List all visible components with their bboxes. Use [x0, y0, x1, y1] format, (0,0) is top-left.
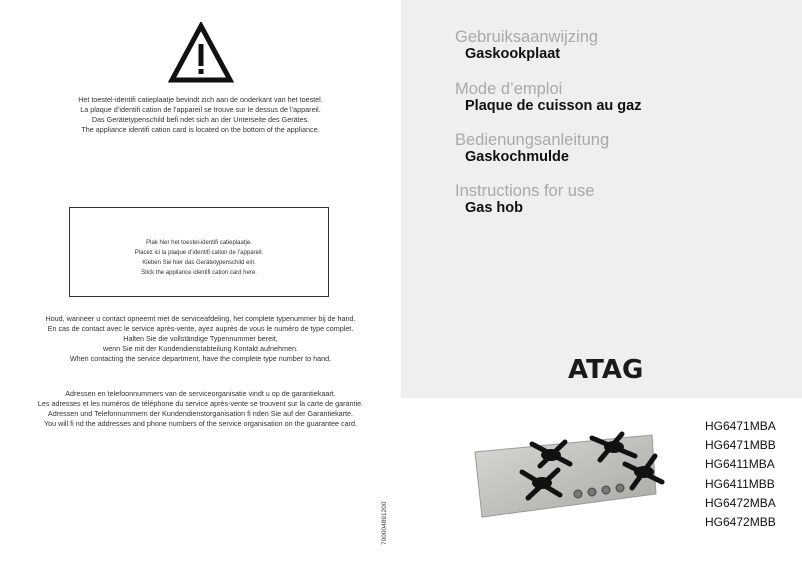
title-en: Instructions for use Gas hob: [455, 182, 595, 216]
gas-hob-image: [470, 420, 670, 520]
id-card-notice: Het toestel-identifi catieplaatje bevindt zich aan de onderkant van het toestel. La plaque d’identifi cation de l’appareil se trouve sur le dessus de l’appareil. Das Gerätetypenschild befi ndet sich an der Unterseite des Gerätes. The appliance identifi cation card is located on the bottom of the appliance.: [78, 95, 323, 134]
address-notice: Adressen en telefoonnummers van de serviceorganisatie vindt u op de garantiekaart. Les adresses et les numéros de téléphone du service après-vente se trouvent sur la carte de garantie. Adressen und Telefonnummern der Kundendienstorganisation fi nden Sie auf der Garantiekarte. You will fi nd the addresses and phone numbers of the service organisation on the guarantee card.: [37, 389, 364, 428]
title-de: Bedienungsanleitung Gaskochmulde: [455, 131, 610, 165]
sticker-box: Plak hier het toestel-identifi catieplaatje. Placez ici la plaque d’identifi cation de l’appareil. Kleben Sie hier das Gerätetypenschild ein. Stick the appliance identifi cation card here.: [69, 207, 329, 297]
service-notice: Houd, wanneer u contact opneemt met de serviceafdeling, het complete typenummer bij de hand. En cas de contact avec le service après-vente, ayez auprès de vous le numéro de type complet. Halten Sie die vollständige Typennummer bereit, wenn Sie mit der Kundendienstabteilung Kontakt aufnehmen. When contacting the service department, have the complete type number to hand.: [45, 314, 356, 363]
model-list: HG6471MBA HG6471MBB HG6411MBA HG6411MBB HG6472MBA HG6472MBB: [705, 419, 776, 530]
doc-code: 700004891200: [381, 501, 388, 545]
title-fr: Mode d’emploi Plaque de cuisson au gaz: [455, 80, 642, 114]
brand-logo: ATAG: [568, 355, 644, 385]
warning-icon: [168, 22, 234, 84]
title-nl: Gebruiksaanwijzing Gaskookplaat: [455, 28, 599, 62]
